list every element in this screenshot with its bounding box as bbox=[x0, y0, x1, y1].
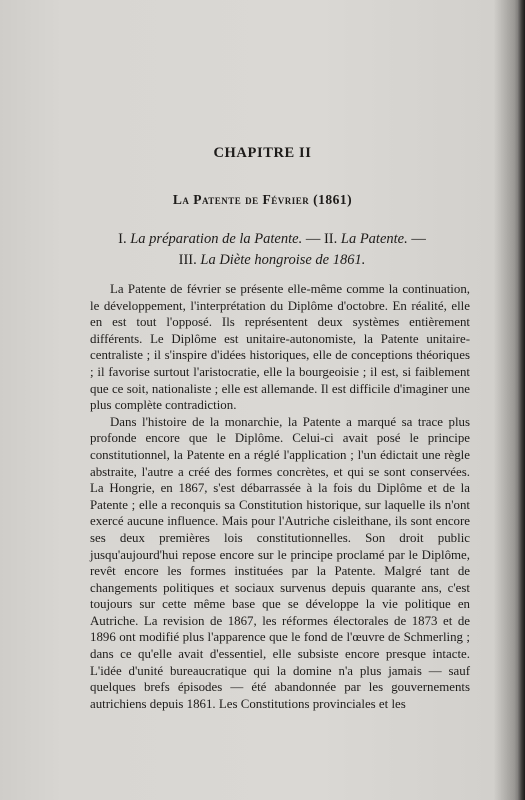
chapter-summary bbox=[92, 229, 452, 271]
chapter-heading: CHAPITRE II bbox=[213, 145, 312, 161]
body-text bbox=[90, 281, 470, 712]
paragraph-1: La Patente de février se présente elle-même comme la continuation, le développement, l'interprétation du Diplôme d'octobre. En réalité, elle en est tout l'opposé. Ils représentent deux systèmes entièrement différents. Le Diplôme est unitaire-autonomiste, la Patente unitaire-centraliste ; il s'inspire d'idées historiques, elle de conceptions théoriques ; il favorise surtout l'aristocratie, elle la bourgeoisie ; il est, si faiblement que ce soit, nationaliste ; elle est allemande. Il est difficile d'imaginer une plus complète contradiction. bbox=[90, 282, 470, 413]
summary-num-3: III. bbox=[178, 252, 197, 268]
paragraph-2: Dans l'histoire de la monarchie, la Patente a marqué sa trace plus profonde encore que le Diplôme. Celui-ci avait posé le principe constitutionnel, la Patente en a réglé l'application ; l'un édictait une règle abstraite, l'autre a créé des formes concrètes, et qui se sont conservées. La Hongrie, en 1867, s'est débarrassée à la fois du Diplôme et de la Patente ; elle a reconquis sa Constitution historique, sur laquelle ils n'ont exercé aucune influence. Mais pour l'Autriche cisleithane, ils sont encore ses deux premières lois constitutionnelles. Son droit public jusqu'aujourd'hui repose encore sur le principe proclamé par le Diplôme, revêt encore les formes instituées par la Patente. Malgré tant de changements politiques et sociaux survenus depuis quarante ans, c'est toujours sur cette même base que se développe la vie politique en Autriche. La revision de 1867, les réformes électorales de 1873 et de 1896 ont modifié plus l'apparence que le fond de l'œuvre de Schmerling ; dans ce qu'elle avait d'essentiel, elle subsiste encore presque intacte. L'idée d'unité bureaucratique qui la domine n'a plus jamais — sauf quelques brefs épisodes — été abandonnée par les gouvernements autrichiens depuis 1861. Les Constitutions provinciales et les bbox=[90, 414, 470, 711]
summary-title-1: La préparation de la Patente. bbox=[130, 231, 303, 247]
summary-separator-1: — bbox=[305, 231, 321, 247]
summary-num-1: I. bbox=[118, 231, 127, 247]
summary-separator-2: — bbox=[411, 231, 426, 247]
section-title: La Patente de Février (1861) bbox=[172, 192, 353, 207]
summary-title-3: La Diète hongroise de 1861. bbox=[200, 252, 366, 268]
summary-num-2: II. bbox=[323, 231, 338, 247]
page-edge-shadow bbox=[517, 0, 525, 800]
summary-title-2: La Patente. bbox=[340, 231, 408, 247]
